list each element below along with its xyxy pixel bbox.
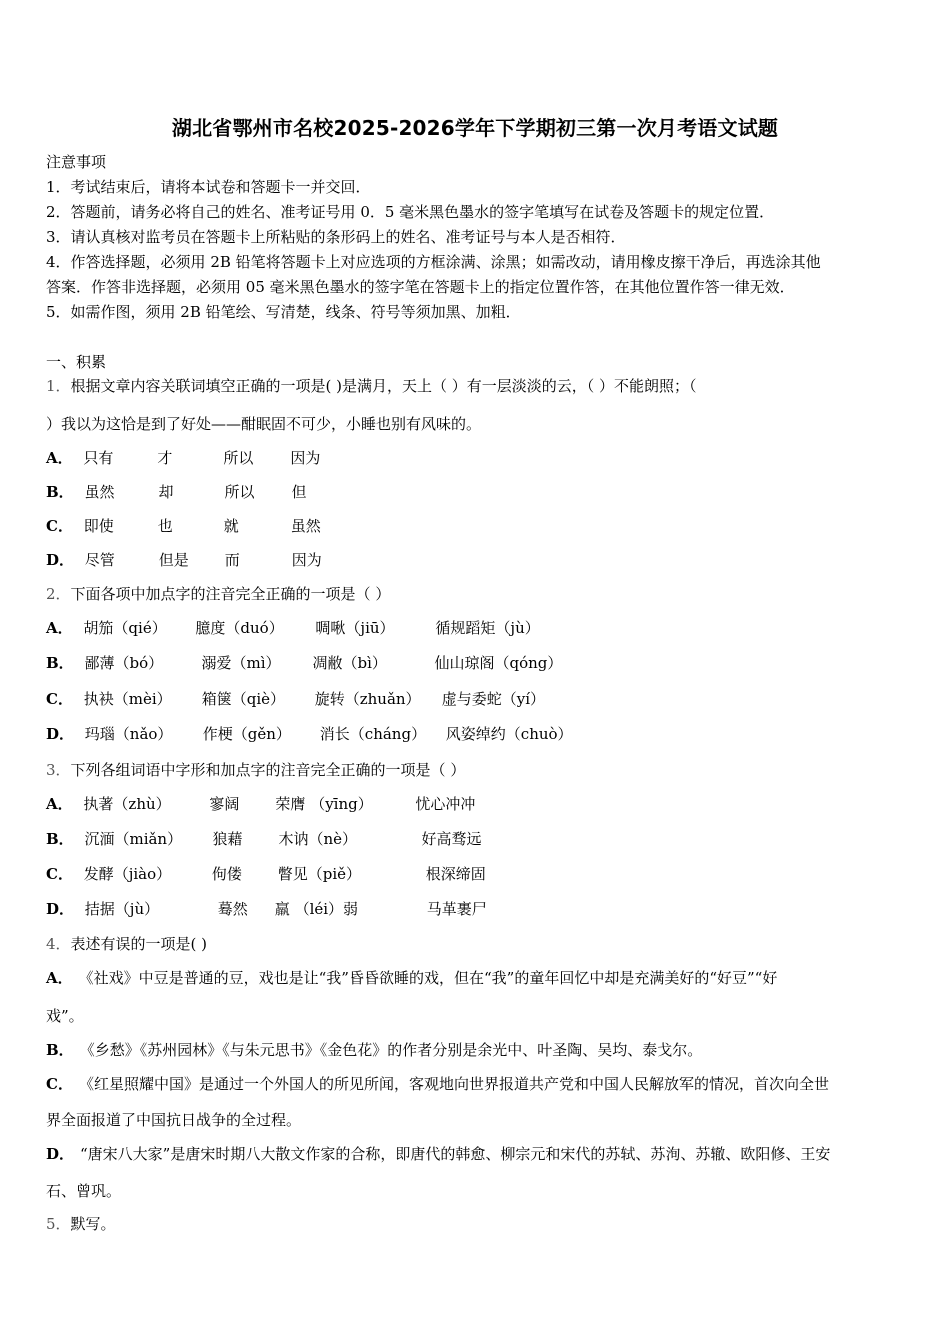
- notice-item: 5．如需作图，须用 2B 铅笔绘、写清楚，线条、符号等须加黑、加粗．: [46, 303, 521, 321]
- option-cell: 仙山琼阁（qóng）: [434, 654, 563, 672]
- question-number: 2．: [46, 585, 71, 603]
- question-number: 4．: [46, 935, 71, 953]
- option-cell: 作梗（gěn）: [202, 725, 291, 743]
- option-cell: 但: [291, 483, 307, 501]
- option-cell: 凋敝（bì）: [312, 654, 387, 672]
- option-label: B．: [46, 654, 74, 672]
- option-cell: 羸 （léi）弱: [274, 900, 359, 918]
- option-label: D．: [46, 551, 75, 569]
- option-label: B．: [46, 1041, 74, 1059]
- question-text: 根据文章内容关联词填空正确的一项是( )是满月，天上（ ）有一层淡淡的云，（ ）不能朗照；（: [70, 377, 697, 395]
- option-row: [46, 550, 322, 570]
- option-cell: 执著（zhù）: [83, 795, 171, 813]
- option-cell: 执袂（mèi）: [83, 690, 172, 708]
- question-1: [46, 376, 697, 396]
- option-row: [46, 864, 486, 884]
- section-heading: 一、积累: [46, 353, 107, 371]
- option-cell: 忧心冲冲: [415, 795, 476, 813]
- option-cell: 发酵（jiào）: [83, 865, 172, 883]
- option-row: [46, 653, 562, 673]
- option-cell: 风姿绰约（chuò）: [445, 725, 573, 743]
- option-cell: 因为: [291, 551, 322, 569]
- option-cell: 但是: [158, 551, 189, 569]
- option-cell: 佝偻: [211, 865, 242, 883]
- question-4: [46, 934, 207, 954]
- question-number: 3．: [46, 761, 71, 779]
- option-text: 《乡愁》《苏州园林》《与朱元思书》《金色花》的作者分别是余光中、叶圣陶、吴均、泰戈尔。: [79, 1041, 703, 1059]
- option-cell: 消长（cháng）: [319, 725, 427, 743]
- option-cell: 也: [157, 517, 173, 535]
- option-row: [46, 448, 320, 468]
- question-5: [46, 1214, 116, 1234]
- option-row: [46, 689, 545, 709]
- option-a: [46, 968, 777, 988]
- option-cell: 好高骛远: [421, 830, 482, 848]
- option-cell: 荣膺 （yīng）: [275, 795, 373, 813]
- option-cell: 箱箧（qiè）: [201, 690, 286, 708]
- option-cell: 木讷（nè）: [278, 830, 358, 848]
- option-cell: 玛瑙（nǎo）: [84, 725, 173, 743]
- option-cell: 尽管: [84, 551, 115, 569]
- option-cell: 虚与委蛇（yí）: [441, 690, 546, 708]
- option-cell: 所以: [224, 483, 255, 501]
- option-label: A．: [46, 619, 73, 637]
- option-label: A．: [46, 969, 73, 987]
- question-text: 下列各组词语中字形和加点字的注音完全正确的一项是（ ）: [70, 761, 466, 779]
- option-label: D．: [46, 1145, 75, 1163]
- option-row: [46, 482, 306, 502]
- option-row: [46, 794, 475, 814]
- notice-item: 1．考试结束后，请将本试卷和答题卡一并交回．: [46, 178, 371, 196]
- option-text: 《社戏》中豆是普通的豆，戏也是让“我”昏昏欲睡的戏，但在“我”的童年回忆中却是充满美好的“好豆”“好: [78, 969, 778, 987]
- option-c-continued: 界全面报道了中国抗日战争的全过程。: [46, 1111, 302, 1129]
- option-cell: 循规蹈矩（jù）: [435, 619, 540, 637]
- notice-item: 4．作答选择题，必须用 2B 铅笔将答题卡上对应选项的方框涂满、涂黑；如需改动，请用橡皮擦干净后，再选涂其他: [46, 253, 821, 271]
- option-cell: 所以: [223, 449, 254, 467]
- option-row: [46, 724, 573, 744]
- option-cell: 拮据（jù）: [84, 900, 160, 918]
- option-label: A．: [46, 449, 73, 467]
- option-cell: 才: [157, 449, 173, 467]
- notice-item: 答案．作答非选择题，必须用 05 毫米黑色墨水的签字笔在答题卡上的指定位置作答，在其他位置作答一律无效．: [46, 278, 795, 296]
- option-cell: 寥阔: [209, 795, 240, 813]
- option-row: [46, 618, 540, 638]
- option-d: [46, 1144, 830, 1164]
- option-text: “唐宋八大家”是唐宋时期八大散文作家的合称，即唐代的韩愈、柳宗元和宋代的苏轼、苏洵、苏辙、欧阳修、王安: [80, 1145, 831, 1163]
- notice-item: 2．答题前，请务必将自己的姓名、准考证号用 0．5 毫米黑色墨水的签字笔填写在试卷及答题卡的规定位置．: [46, 203, 775, 221]
- option-row: [46, 829, 481, 849]
- question-number: 1．: [46, 377, 71, 395]
- option-row: [46, 516, 321, 536]
- option-cell: 只有: [83, 449, 114, 467]
- option-cell: 就: [223, 517, 239, 535]
- question-3: [46, 760, 465, 780]
- option-d-continued: 石、曾巩。: [46, 1182, 122, 1200]
- option-cell: 旋转（zhuǎn）: [314, 690, 421, 708]
- option-label: C．: [46, 865, 73, 883]
- option-text: 《红星照耀中国》是通过一个外国人的所见所闻，客观地向世界报道共产党和中国人民解放军的情况，首次向全世: [78, 1075, 829, 1093]
- page-title: 湖北省鄂州市名校2025-2026学年下学期初三第一次月考语文试题: [171, 116, 779, 140]
- option-label: B．: [46, 830, 74, 848]
- option-cell: 溺爱（mì）: [201, 654, 281, 672]
- option-cell: 啁啾（jiū）: [315, 619, 395, 637]
- notice-heading: 注意事项: [46, 153, 107, 171]
- option-cell: 胡笳（qié）: [83, 619, 167, 637]
- option-label: B．: [46, 483, 74, 501]
- option-cell: 而: [224, 551, 240, 569]
- option-row: [46, 899, 487, 919]
- question-text: 表述有误的一项是( ): [70, 935, 208, 953]
- option-cell: 蓦然: [217, 900, 248, 918]
- option-cell: 虽然: [84, 483, 115, 501]
- option-c: [46, 1074, 829, 1094]
- option-a-continued: 戏”。: [46, 1007, 84, 1025]
- option-cell: 瞥见（piě）: [277, 865, 362, 883]
- option-cell: 鄙薄（bó）: [84, 654, 164, 672]
- option-label: D．: [46, 725, 75, 743]
- option-label: C．: [46, 1075, 73, 1093]
- option-label: D．: [46, 900, 75, 918]
- option-label: A．: [46, 795, 73, 813]
- question-text: 下面各项中加点字的注音完全正确的一项是（ ）: [70, 585, 391, 603]
- option-cell: 马革裹尸: [426, 900, 487, 918]
- option-cell: 根深缔固: [425, 865, 486, 883]
- option-cell: 狼藉: [212, 830, 243, 848]
- option-cell: 即使: [83, 517, 114, 535]
- question-number: 5．: [46, 1215, 71, 1233]
- option-b: [46, 1040, 702, 1060]
- option-label: C．: [46, 690, 73, 708]
- question-1-continued: ）我以为这恰是到了好处——酣眠固不可少，小睡也别有风味的。: [46, 415, 482, 433]
- question-text: 默写。: [70, 1215, 116, 1233]
- option-cell: 却: [158, 483, 174, 501]
- option-cell: 臆度（duó）: [195, 619, 284, 637]
- option-cell: 虽然: [290, 517, 321, 535]
- notice-item: 3．请认真核对监考员在答题卡上所粘贴的条形码上的姓名、准考证号与本人是否相符．: [46, 228, 626, 246]
- option-cell: 沉湎（miǎn）: [84, 830, 183, 848]
- option-cell: 因为: [290, 449, 321, 467]
- option-label: C．: [46, 517, 73, 535]
- question-2: [46, 584, 390, 604]
